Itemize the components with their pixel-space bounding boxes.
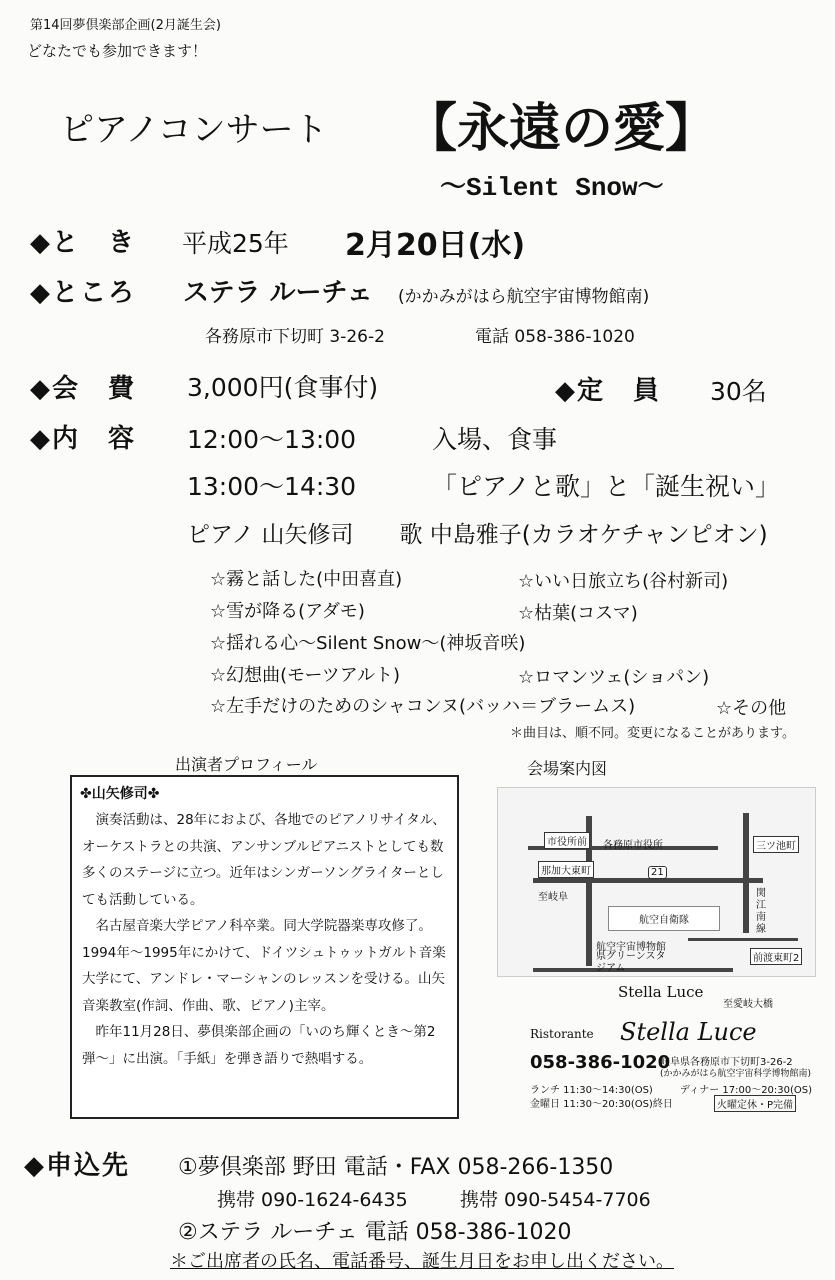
map-label: 航空自衛隊	[608, 906, 720, 931]
restaurant-prefix: Ristorante	[530, 1027, 594, 1041]
map-label: 至愛岐大橋	[723, 999, 773, 1010]
when-date: 2月20日(水)	[345, 228, 526, 263]
closed-note: 火曜定休・P完備	[714, 1095, 796, 1112]
profile-paragraph: 昨年11月28日、夢倶楽部企画の「いのち輝くとき〜第2弾〜」に出演。「手紙」を弾き語りで熱唱する。	[82, 1024, 436, 1067]
concert-title: ピアノコンサート	[60, 110, 328, 150]
song-item: ☆いい日旅立ち(谷村新司)	[518, 571, 729, 592]
map-label: 前渡東町2	[750, 948, 802, 965]
concert-bracket-title: 【永遠の愛】	[405, 98, 718, 159]
map-label: 那加大東町	[538, 861, 594, 878]
profile-box	[70, 775, 459, 1119]
event-number: 第14回夢倶楽部企画(2月誕生会)	[30, 18, 221, 33]
song-item: ☆枯葉(コスマ)	[518, 603, 638, 624]
content-label: ◆内 容	[30, 424, 136, 454]
songs-note: ＊曲目は、順不同。変更になることがあります。	[510, 726, 795, 741]
profile-paragraph: 名古屋音楽大学ピアノ科卒業。同大学院器楽専攻修了。1994年〜1995年にかけて、ドイツシュトゥットガルト音楽大学にて、アンドレ・マーシャンのレッスンを受ける。山矢音楽教室(作詞、作曲、歌、ピアノ)主宰。	[82, 918, 446, 1014]
map-venue-label: Stella Luce	[618, 983, 704, 1001]
restaurant-address: 岐阜県各務原市下切町3-26-2	[660, 1057, 793, 1068]
apply-label: ◆申込先	[24, 1151, 130, 1181]
song-item: ☆揺れる心〜Silent Snow〜(神坂音咲)	[210, 633, 526, 654]
performers: ピアノ 山矢修司 歌 中島雅子(カラオケチャンピオン)	[187, 522, 768, 548]
venue-map	[497, 787, 816, 1010]
performer-name: ✤山矢修司✤	[80, 786, 160, 802]
fee-value: 3,000円(食事付)	[187, 373, 379, 402]
apply-line-2: ②ステラ ルーチェ 電話 058-386-1020	[178, 1220, 572, 1245]
map-label: 航空宇宙博物館	[596, 942, 666, 953]
route-number: 21	[648, 866, 667, 879]
mobile-1: 携帯 090-1624-6435	[217, 1189, 408, 1211]
map-label: 三ツ池町	[753, 836, 799, 853]
fee-label: ◆会 費	[30, 374, 136, 404]
venue-address: 各務原市下切町 3-26-2	[205, 327, 385, 347]
apply-note: ＊ご出席者の氏名、電話番号、誕生月日をお申し出ください。	[170, 1251, 674, 1272]
capacity-label: ◆定 員	[555, 376, 661, 406]
map-heading: 会場案内図	[527, 759, 608, 778]
venue-phone: 電話 058-386-1020	[475, 327, 635, 347]
map-label: 至岐阜	[538, 892, 568, 903]
song-item: ☆ロマンツェ(ショパン)	[518, 667, 710, 688]
lunch-hours: ランチ 11:30〜14:30(OS)	[530, 1085, 653, 1096]
when-era: 平成25年	[182, 229, 289, 258]
song-item: ☆左手だけのためのシャコンヌ(バッハ＝ブラームス)	[210, 696, 636, 717]
restaurant-phone: 058-386-1020	[530, 1052, 671, 1073]
song-item: ☆その他	[716, 698, 787, 719]
open-to-all-note: どなたでも参加できます！	[27, 42, 208, 60]
capacity-value: 30名	[710, 377, 767, 406]
schedule-desc-2: 「ピアノと歌」と「誕生祝い」	[432, 472, 781, 501]
song-item: ☆雪が降る(アダモ)	[210, 601, 365, 622]
schedule-time-2: 13:00〜14:30	[187, 472, 357, 501]
venue-name: ステラ ルーチェ	[183, 278, 373, 308]
where-label: ◆ところ	[30, 278, 136, 308]
schedule-desc-1: 入場、食事	[432, 425, 558, 454]
map-label: 関江南線	[756, 888, 766, 935]
map-label: 市役所前	[544, 832, 590, 849]
song-item: ☆霧と話した(中田喜直)	[210, 569, 403, 590]
mobile-2: 携帯 090-5454-7706	[460, 1189, 651, 1211]
schedule-time-1: 12:00〜13:00	[187, 425, 357, 454]
apply-line-1: ①夢倶楽部 野田 電話・FAX 058-266-1350	[178, 1155, 614, 1180]
restaurant-name: Stella Luce	[620, 1018, 757, 1046]
profile-heading: 出演者プロフィール	[175, 755, 318, 774]
map-label: 県グリーンスタジアム	[596, 951, 666, 974]
map-label: 各務原市役所	[603, 840, 663, 851]
restaurant-address-note: (かかみがはら航空宇宙科学博物館南)	[660, 1069, 812, 1079]
dinner-hours: ディナー 17:00〜20:30(OS)	[680, 1085, 813, 1096]
profile-paragraph: 演奏活動は、28年におよび、各地でのピアノリサイタル、オーケストラとの共演、アンサンブルピアニストとしても数多くのステージに立つ。近年はシンガーソングライターとしても活動している。	[82, 812, 446, 908]
concert-subtitle: 〜Silent Snow〜	[440, 173, 664, 203]
song-item: ☆幻想曲(モーツアルト)	[210, 665, 401, 686]
friday-hours: 金曜日 11:30〜20:30(OS)終日	[530, 1099, 673, 1110]
when-label: ◆と き	[30, 228, 136, 258]
venue-note: (かかみがはら航空宇宙博物館南)	[398, 287, 650, 307]
